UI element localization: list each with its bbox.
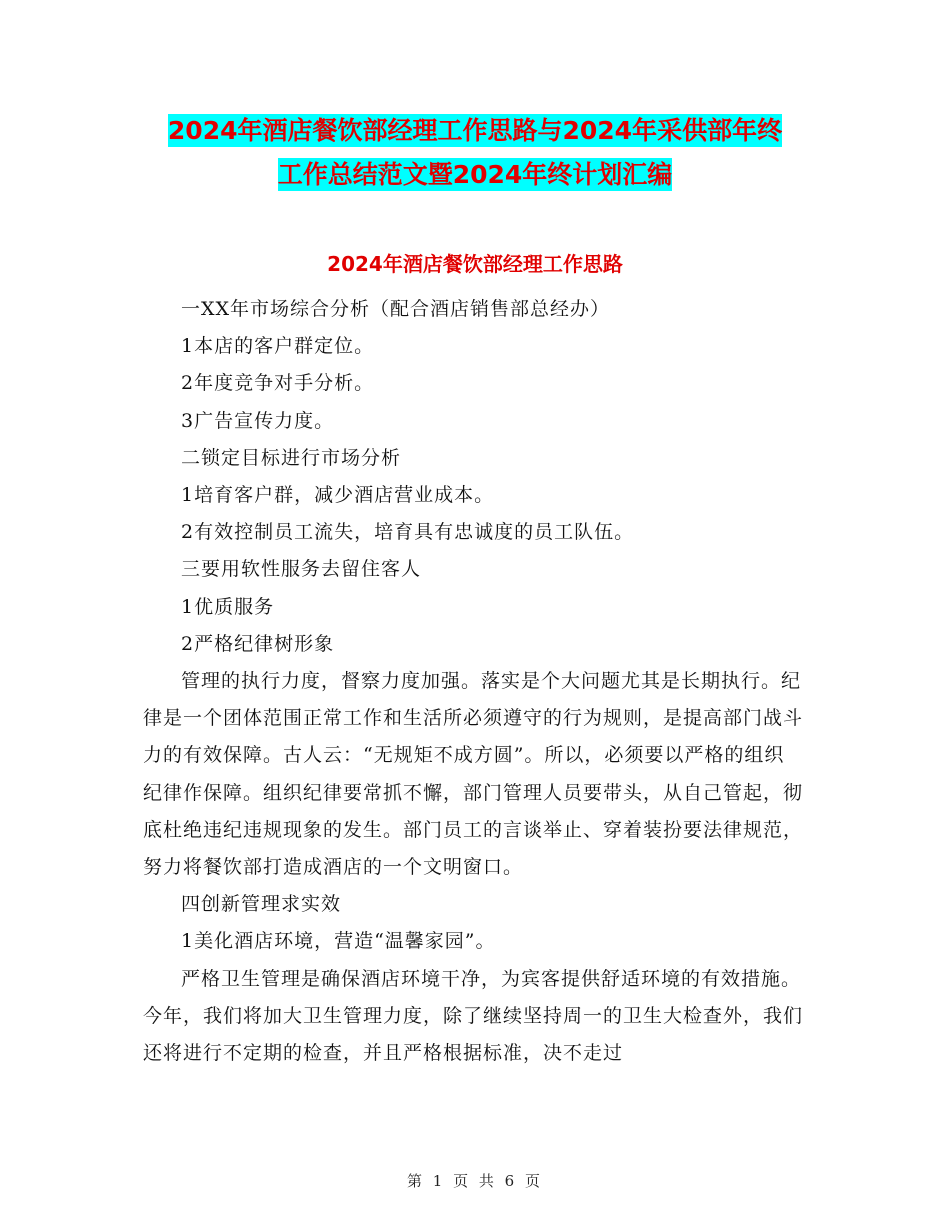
body-paragraph: 管理的执行力度，督察力度加强。落实是个大问题尤其是长期执行。纪律是一个团体范围正常工作和生活所必须遵守的行为规则，是提高部门战斗力的有效保障。古人云：“无规矩不成方圆”。所以，必须要以严格的组织纪律作保障。组织纪律要常抓不懈，部门管理人员要带头，从自己管起，彻底杜绝违纪违规现象的发生。部门员工的言谈举止、穿着装扮要法律规范，努力将餐饮部打造成酒店的一个文明窗口。 xyxy=(143,670,804,879)
body-paragraph: 三要用软性服务去留住客人 xyxy=(181,558,422,581)
body-paragraph: 3广告宣传力度。 xyxy=(181,409,335,432)
document-title-line-1 xyxy=(0,107,950,155)
body-paragraph: 2有效控制员工流失，培育具有忠诚度的员工队伍。 xyxy=(181,521,635,544)
body-paragraph: 二锁定目标进行市场分析 xyxy=(181,446,402,469)
body-paragraph: 1培育客户群，减少酒店营业成本。 xyxy=(181,484,495,507)
body-paragraph: 四创新管理求实效 xyxy=(181,893,342,916)
document-title-text-2: 工作总结范文暨2024年终计划汇编 xyxy=(277,160,673,189)
body-paragraph: 2严格纪律树形象 xyxy=(181,632,335,655)
body-paragraph: 严格卫生管理是确保酒店环境干净，为宾客提供舒适环境的有效措施。今年，我们将加大卫生管理力度，除了继续坚持周一的卫生大检查外，我们还将进行不定期的检查，并且严格根据标准，决不走过 xyxy=(143,967,804,1065)
document-title-text-1: 2024年酒店餐饮部经理工作思路与2024年采供部年终 xyxy=(167,116,783,145)
section-heading: 2024年酒店餐饮部经理工作思路 xyxy=(327,252,623,276)
document-title-line-2 xyxy=(0,151,950,199)
document-body xyxy=(143,291,803,1072)
body-paragraph: 1优质服务 xyxy=(181,595,275,618)
body-paragraph: 一XX年市场综合分析（配合酒店销售部总经办） xyxy=(181,298,611,320)
body-paragraph: 2年度竞争对手分析。 xyxy=(181,372,375,395)
body-paragraph: 1本店的客户群定位。 xyxy=(181,335,375,358)
body-paragraph: 1美化酒店环境，营造“温馨家园”。 xyxy=(181,930,496,953)
page-footer: 第 1 页 共 6 页 xyxy=(407,1172,543,1190)
